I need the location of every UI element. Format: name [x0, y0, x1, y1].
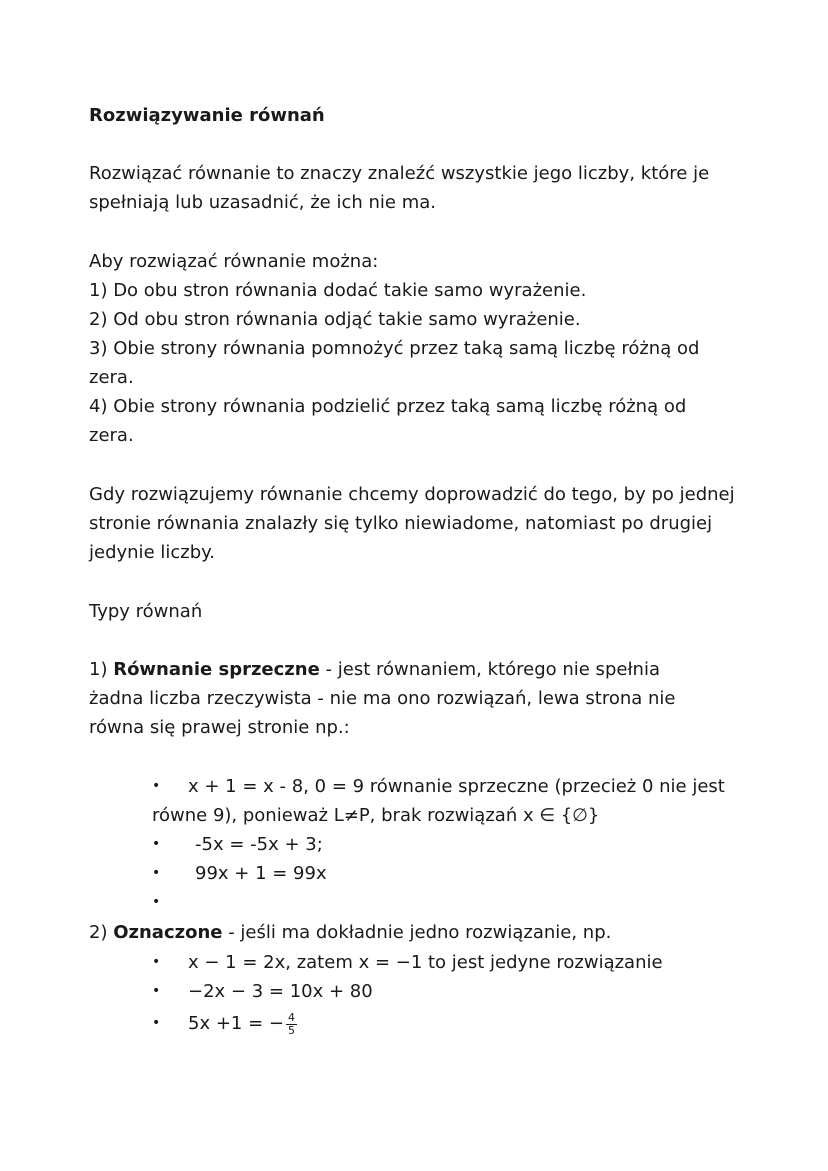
- bullet-icon: •: [152, 836, 161, 852]
- methods-heading: Aby rozwiązać równanie można:: [89, 251, 379, 272]
- method-line-3-cont: zera.: [89, 367, 134, 388]
- type2-example-2: −2x − 3 = 10x + 80: [188, 981, 373, 1002]
- bullet-icon: •: [152, 983, 161, 999]
- goal-line-2: stronie równania znalazły się tylko niewiadome, natomiast po drugiej: [89, 513, 713, 534]
- page-title: Rozwiązywanie równań: [89, 105, 325, 126]
- method-line-3: 3) Obie strony równania pomnożyć przez taką samą liczbę różną od: [89, 338, 700, 359]
- type1-example-1: x + 1 = x - 8, 0 = 9 równanie sprzeczne (przecież 0 nie jest: [188, 776, 725, 797]
- goal-line-3: jedynie liczby.: [89, 542, 215, 563]
- intro-line-2: spełniają lub uzasadnić, że ich nie ma.: [89, 192, 436, 213]
- bullet-icon: •: [152, 894, 161, 910]
- method-line-1: 1) Do obu stron równania dodać takie samo wyrażenie.: [89, 280, 587, 301]
- method-line-2: 2) Od obu stron równania odjąć takie samo wyrażenie.: [89, 309, 581, 330]
- type1-number: 1): [89, 659, 114, 680]
- type2-example-1: x − 1 = 2x, zatem x = −1 to jest jedyne rozwiązanie: [188, 952, 663, 973]
- fraction: [286, 1012, 297, 1037]
- type1-definition: - jest równaniem, którego nie spełnia: [319, 659, 660, 680]
- type1-name: Równanie sprzeczne: [113, 659, 320, 680]
- intro-line-1: Rozwiązać równanie to znaczy znaleźć wszystkie jego liczby, które je: [89, 163, 710, 184]
- types-heading: Typy równań: [89, 601, 203, 622]
- method-line-4-cont: zera.: [89, 425, 134, 446]
- type1-line-2: żadna liczba rzeczywista - nie ma ono rozwiązań, lewa strona nie: [89, 688, 676, 709]
- fraction-numerator: 4: [287, 1010, 295, 1024]
- type1-example-3: 99x + 1 = 99x: [195, 863, 327, 884]
- bullet-icon: •: [152, 1015, 161, 1031]
- bullet-icon: •: [152, 954, 161, 970]
- type1-example-2: -5x = -5x + 3;: [195, 834, 323, 855]
- type2-definition: - jeśli ma dokładnie jedno rozwiązanie, np.: [222, 922, 612, 943]
- type2-example-3-text: 5x +1 = −: [188, 1013, 284, 1034]
- type2-number: 2): [89, 922, 114, 943]
- fraction-denominator: 5: [287, 1023, 295, 1037]
- type2-line-1: [89, 918, 611, 947]
- type1-line-3: równa się prawej stronie np.:: [89, 717, 350, 738]
- bullet-icon: •: [152, 778, 161, 794]
- bullet-icon: •: [152, 865, 161, 881]
- type1-example-1-cont: równe 9), ponieważ L≠P, brak rozwiązań x ∈ {∅}: [152, 805, 600, 826]
- method-line-4: 4) Obie strony równania podzielić przez taką samą liczbę różną od: [89, 396, 687, 417]
- type2-example-3: [188, 1009, 297, 1038]
- type1-line-1: [89, 655, 660, 684]
- goal-line-1: Gdy rozwiązujemy równanie chcemy doprowadzić do tego, by po jednej: [89, 484, 735, 505]
- type2-name: Oznaczone: [113, 922, 223, 943]
